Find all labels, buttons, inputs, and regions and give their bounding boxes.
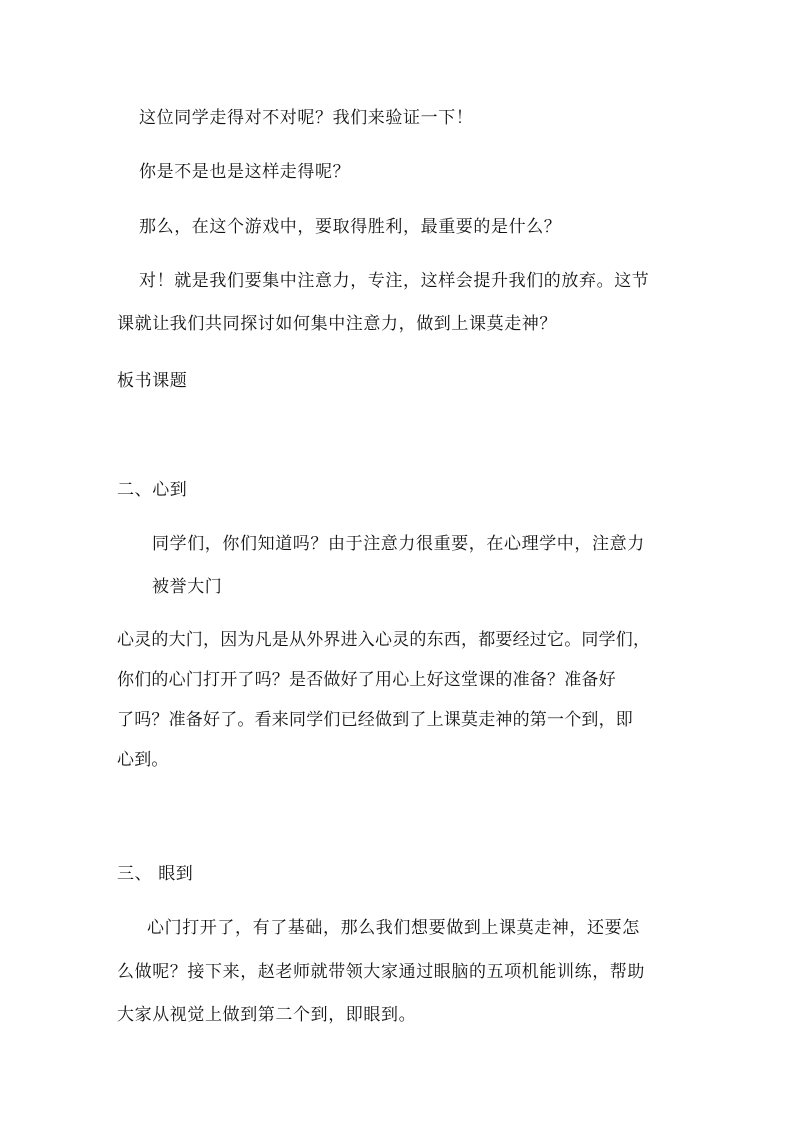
section2-line-2: 被誉大门	[152, 577, 223, 597]
paragraph-board-title: 板书课题	[117, 371, 188, 391]
section-heading-heart: 二、心到	[117, 480, 188, 500]
section2-line-3: 心灵的大门，因为凡是从外界进入心灵的东西，都要经过它。同学们，	[117, 630, 651, 650]
section2-line-5: 了吗？准备好了。看来同学们已经做到了上课莫走神的第一个到，即	[117, 710, 633, 730]
paragraph-verify: 这位同学走得对不对呢？我们来验证一下！	[139, 108, 474, 128]
section3-line-1: 心门打开了，有了基础，那么我们想要做到上课莫走神，还要怎	[147, 918, 640, 938]
paragraph-focus-line-1: 对！就是我们要集中注意力，专注，这样会提升我们的放弃。这节	[139, 271, 650, 291]
section2-line-4: 你们的心门打开了吗？是否做好了用心上好这堂课的准备？准备好	[117, 670, 616, 690]
section2-line-1: 同学们，你们知道吗？由于注意力很重要，在心理学中，注意力	[152, 534, 645, 554]
section3-line-2: 么做呢？接下来，赵老师就带领大家通过眼脑的五项机能训练，帮助	[117, 962, 645, 982]
paragraph-most-important: 那么，在这个游戏中，要取得胜利，最重要的是什么？	[139, 217, 562, 237]
section-heading-eyes: 三、 眼到	[117, 864, 194, 884]
paragraph-question: 你是不是也是这样走得呢？	[139, 162, 351, 182]
paragraph-focus-line-2: 课就让我们共同探讨如何集中注意力，做到上课莫走神？	[117, 314, 557, 334]
section3-line-3: 大家从视觉上做到第二个到，即眼到。	[117, 1005, 417, 1025]
section2-line-6: 心到。	[117, 750, 169, 770]
